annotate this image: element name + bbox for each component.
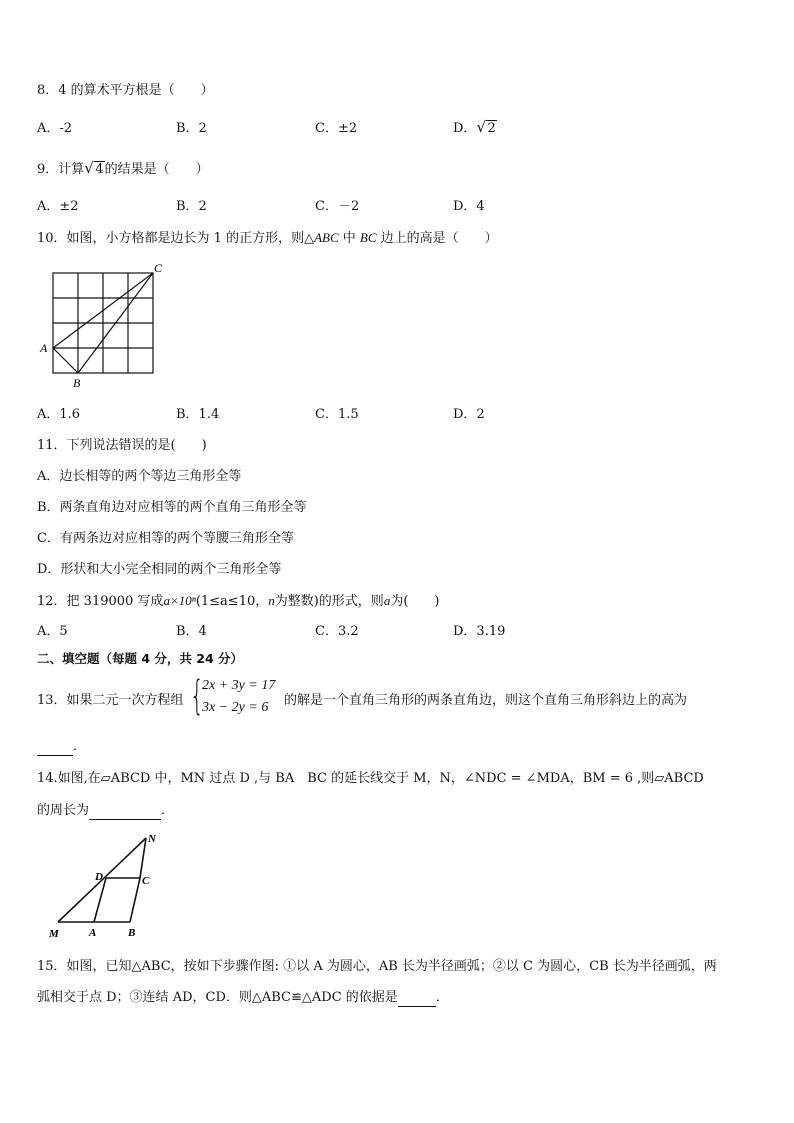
q14-stem-line2: 的周长为 ． [37,803,175,818]
q12-option-d: D．3.19 [453,624,506,639]
brace-icon: { [190,673,204,719]
q10-option-d: D．2 [453,407,485,422]
q10-option-b: B．1.4 [176,407,220,422]
q8-option-d: D． √ 2 [453,118,496,136]
q8-stem: 8．4 的算术平方根是（ ） [37,83,214,98]
point-label-d: D [95,871,103,883]
q8-option-b: B．2 [176,121,207,136]
q11-stem: 11．下列说法错误的是( ) [37,438,207,453]
q10-option-c: C．1.5 [315,407,359,422]
equation-2: 3x − 2y = 6 [202,700,269,715]
point-label-a: A [40,341,48,355]
point-label-m: M [49,928,59,940]
q12-option-c: C．3.2 [315,624,359,639]
sqrt-symbol: √ 2 [476,118,496,136]
q12-option-a: A．5 [37,624,68,639]
q9-option-b: B．2 [176,199,207,214]
answer-blank [398,992,436,1007]
q13-stem-post: 的解是一个直角三角形的两条直角边，则这个直角三角形斜边上的高为 [284,693,688,708]
q9-stem: 9．计算 √ 4的结果是（ ） [37,159,209,177]
q12-stem: 12．把 319000 写成a×10ⁿ(1≤a≤10，n为整数)的形式，则a为( ) [37,593,440,609]
q14-stem-line1: 14.如图,在▱ABCD 中，MN 过点 D ,与 BA BC 的延长线交于 M，N，∠NDC = ∠MDA，BM = 6 ,则▱ABCD [37,771,704,786]
answer-blank [37,741,73,756]
q9-option-d: D．4 [453,199,485,214]
q10-grid-figure [36,258,176,390]
point-label-b: B [128,927,136,939]
q10-stem: 10．如图，小方格都是边长为 1 的正方形，则△ABC 中 BC 边上的高是（ ） [37,230,498,246]
point-label-c: C [154,261,163,275]
q11-option-a: A．边长相等的两个等边三角形全等 [37,469,242,484]
q15-stem-line2: 弧相交于点 D；③连结 AD，CD．则△ABC≌△ADC 的依据是 ． [37,990,449,1005]
q9-option-a: A．±2 [37,199,79,214]
q13-stem-pre: 13．如果二元一次方程组 [37,693,184,708]
q10-option-a: A．1.6 [37,407,81,422]
q11-option-c: C．有两条边对应相等的两个等腰三角形全等 [37,531,294,546]
q11-option-d: D．形状和大小完全相同的两个三角形全等 [37,562,282,577]
q12-option-b: B．4 [176,624,207,639]
answer-blank [89,805,161,820]
q9-option-c: C．－2 [315,199,360,214]
sqrt-symbol: √ 4 [84,159,104,177]
q11-option-b: B．两条直角边对应相等的两个直角三角形全等 [37,500,307,515]
q8-option-a: A．-2 [37,121,73,136]
q14-parallelogram-figure [44,828,174,944]
point-label-b: B [73,376,81,390]
q8-option-c: C．±2 [315,121,358,136]
point-label-c: C [142,875,150,887]
q15-stem-line1: 15．如图，已知△ABC，按如下步骤作图: ①以 A 为圆心，AB 长为半径画弧；②以 C 为圆心，CB 长为半径画弧，两 [37,959,717,974]
q13-answer-line: ． [37,738,86,756]
point-label-a: A [89,927,97,939]
section-title: 二、填空题（每题 4 分，共 24 分） [37,651,244,666]
equation-1: 2x + 3y = 17 [202,678,276,693]
point-label-n: N [148,833,156,845]
